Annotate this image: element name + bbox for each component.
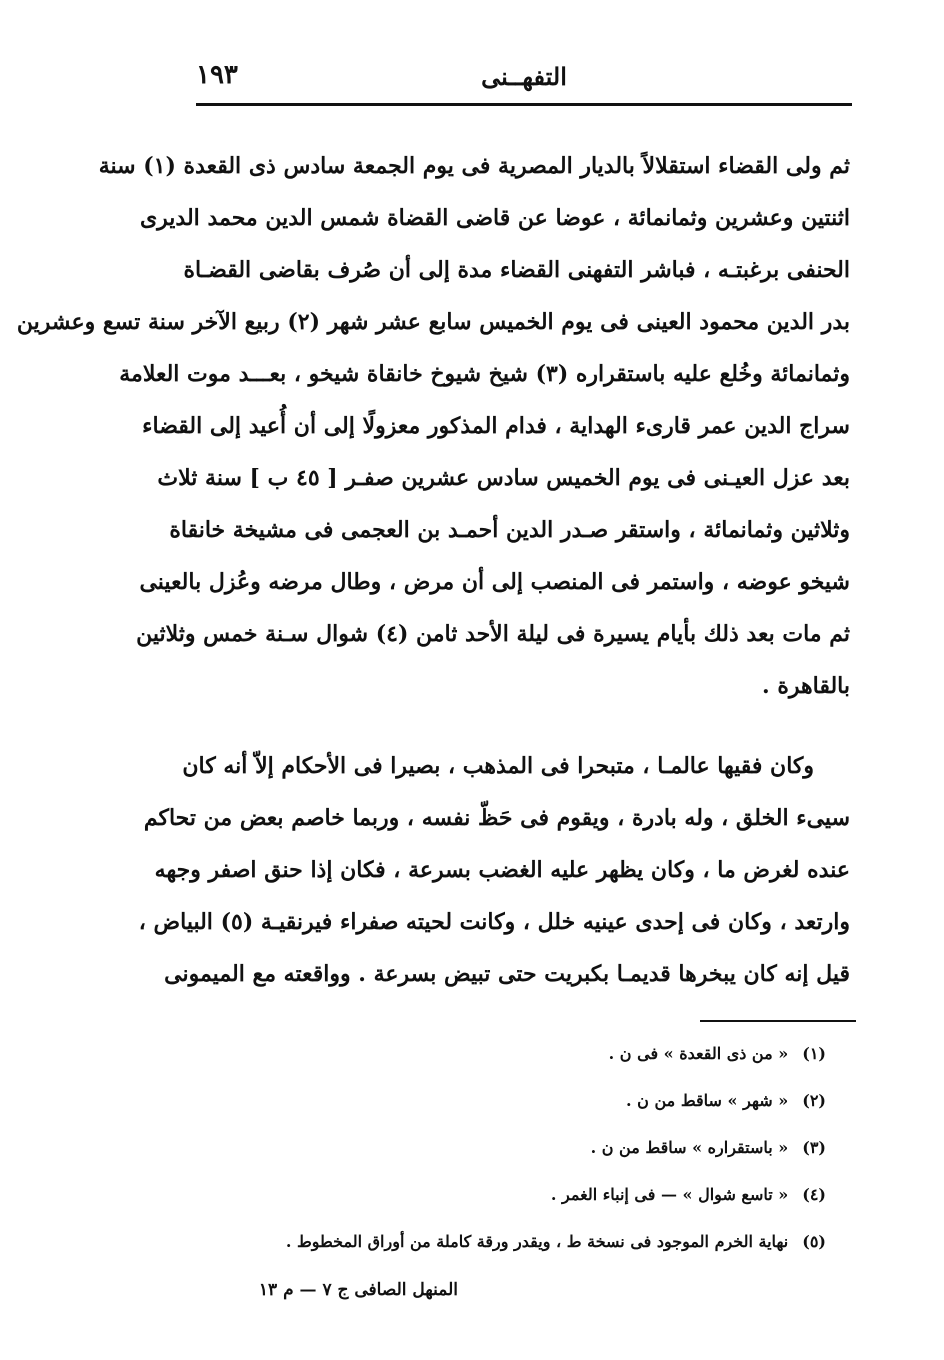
footnote-text: نهاية الخرم الموجود فى نسخة ط ، ويقدر ورقة كاملة من أوراق المخطوط .	[285, 1232, 789, 1251]
footnote	[230, 1224, 826, 1271]
footnote	[230, 1177, 826, 1224]
text-line: قيل إنه كان يبخرها قديمـا بكبريت حتى تبيض بسرعة . وواقعته مع الميمونى	[164, 961, 850, 987]
text-line: سراج الدين عمر قارىء الهداية ، فدام المذكور معزولًا إلى أن أُعيد إلى القضاء	[142, 413, 850, 439]
text-line: سيىء الخلق ، وله بادرة ، ويقوم فى حَظّ نفسه ، وربما خاصم بعض من تحاكم	[143, 805, 850, 831]
footnote-text: « باستقراره » ساقط من ن .	[590, 1138, 789, 1157]
main-text	[16, 140, 850, 1000]
text-line: عنده لغرض ما ، وكان يظهر عليه الغضب بسرعة ، فكان إذا حنق اصفر وجهه	[154, 857, 850, 883]
text-line: شيخو عوضه ، واستمر فى المنصب إلى أن مرض ، وطال مرضه وعُزل بالعينى	[139, 569, 850, 595]
footnote-number: (٤)	[802, 1185, 826, 1204]
text-line: ثم ولى القضاء استقلالاً بالديار المصرية فى يوم الجمعة سادس ذى القعدة (١) سنة	[98, 153, 850, 179]
page-number: ١٩٣	[196, 60, 238, 90]
footnote-rule	[700, 1020, 856, 1022]
footnote-text: « شهر » ساقط من ن .	[626, 1091, 789, 1110]
text-line: بالقاهرة .	[762, 673, 850, 699]
footnote	[230, 1036, 826, 1083]
page-header	[196, 58, 852, 98]
footnote-number: (٥)	[802, 1232, 826, 1251]
footnote-text: « تاسع شوال » — فى إنباء الغمر .	[550, 1185, 789, 1204]
paragraph-gap	[200, 712, 850, 740]
text-line: ثم مات بعد ذلك بأيام يسيرة فى ليلة الأحد ثامن (٤) شوال سـنة خمس وثلاثين	[136, 621, 850, 647]
text-line: بدر الدين محمود العينى فى يوم الخميس سابع عشر شهر (٢) ربيع الآخر سنة تسع وعشرين	[16, 309, 850, 335]
text-line: وارتعد ، وكان فى إحدى عينيه خلل ، وكانت لحيته صفراء فيرنقيـة (٥) البياض ،	[138, 909, 850, 935]
running-title: التفهــنى	[481, 62, 567, 91]
text-line: وكان فقيها عالمـا ، متبحرا فى المذهب ، بصيرا فى الأحكام إلاّ أنه كان	[182, 753, 814, 779]
footnote-number: (١)	[802, 1044, 826, 1063]
footnotes	[230, 1036, 826, 1271]
header-rule	[196, 103, 852, 106]
text-line: بعد عزل العيـنى فى يوم الخميس سادس عشرين صفـر [ ٤٥ ب ] سنة ثلاث	[157, 465, 850, 491]
text-line: وثمانمائة وخُلع عليه باستقراره (٣) شيخ شيوخ خانقاة شيخو ، بعـــد موت العلامة	[119, 361, 850, 387]
text-line: اثنتين وعشرين وثمانمائة ، عوضا عن قاضى القضاة شمس الدين محمد الديرى	[139, 205, 850, 231]
footnote-text: « من ذى القعدة » فى ن .	[608, 1044, 789, 1063]
footnote-number: (٣)	[802, 1138, 826, 1157]
text-line: الحنفى برغبتـه ، فباشر التفهنى القضاء مدة إلى أن صُرف بقاضى القضـاة	[183, 257, 850, 283]
footnote	[230, 1083, 826, 1130]
text-line: وثلاثين وثمانمائة ، واستقر صـدر الدين أحمـد بن العجمى فى مشيخة خانقاة	[169, 517, 850, 543]
footnote	[230, 1130, 826, 1177]
footnote-number: (٢)	[802, 1091, 826, 1110]
printer-signature: المنهل الصافى ج ٧ — م ١٣	[258, 1280, 458, 1300]
